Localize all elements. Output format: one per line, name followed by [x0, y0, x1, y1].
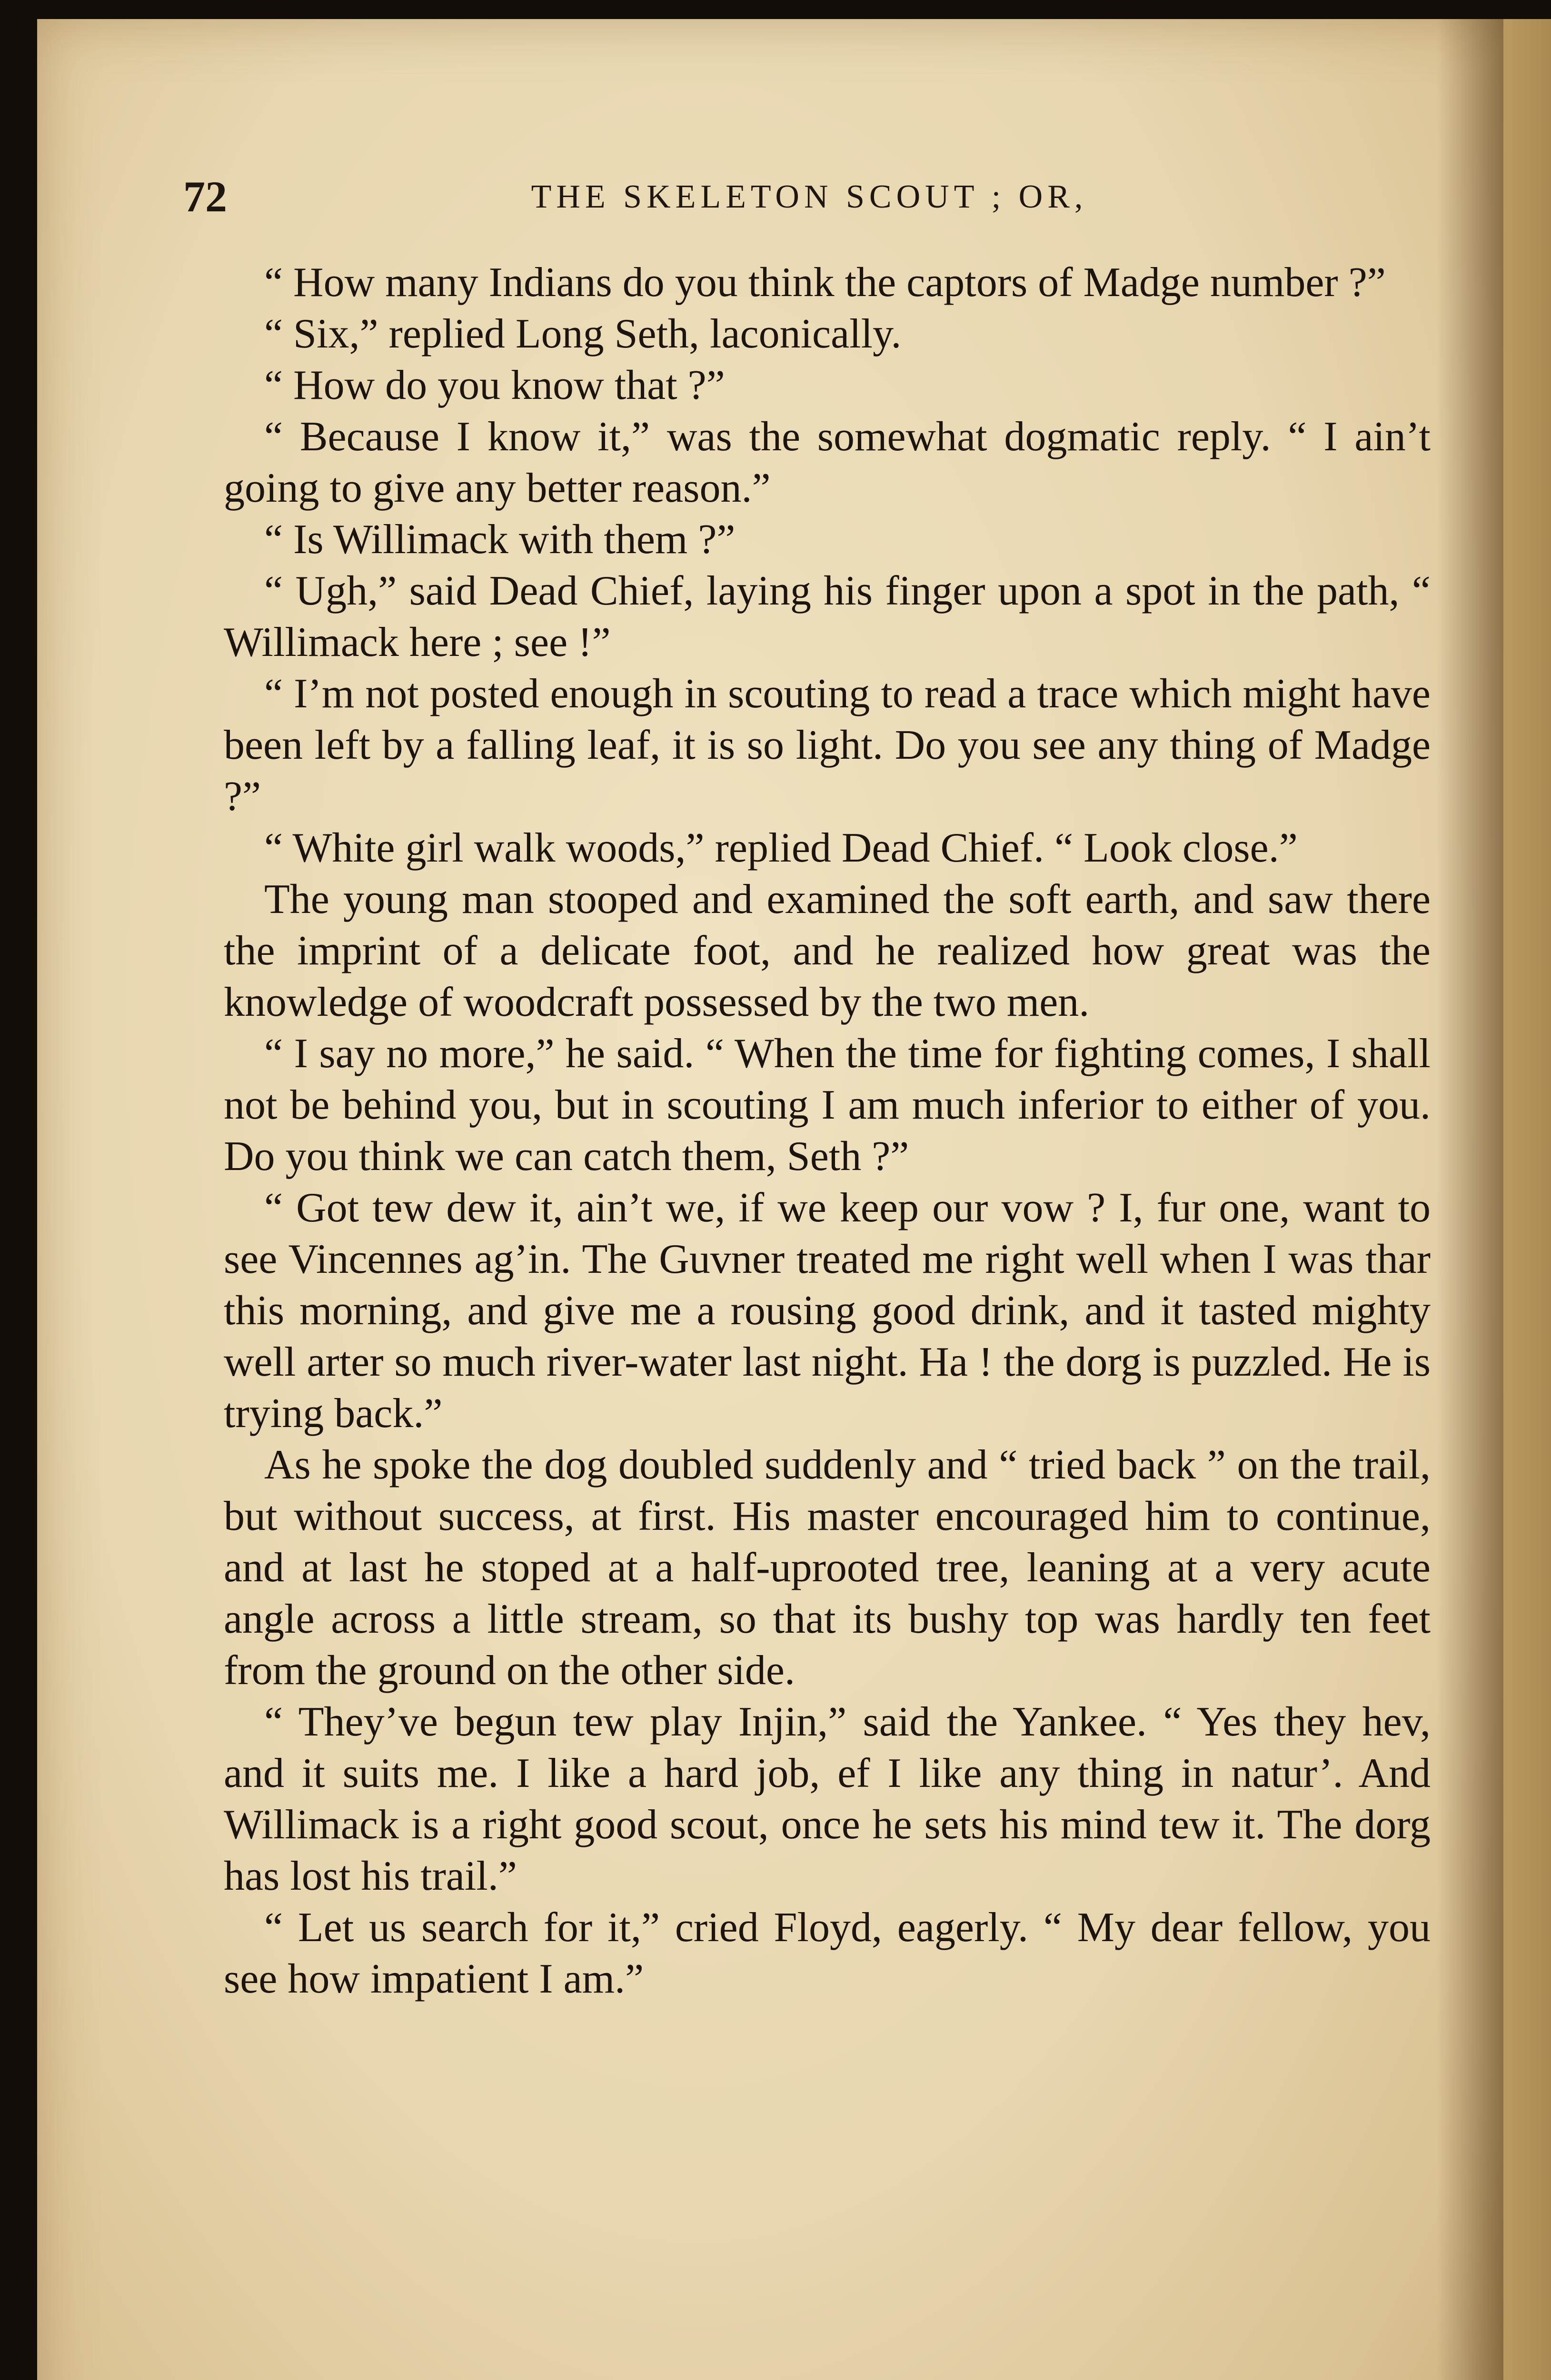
page-gutter-shadow — [1437, 19, 1503, 2380]
paragraph: The young man stooped and examined the soft earth, and saw there the imprint of a delicate foot, and he realized how great was the knowledge of woodcraft possessed by the two men. — [224, 876, 1431, 1025]
paragraph: “ I say no more,” he said. “ When the time for fighting comes, I shall not be behind you, but in scouting I am much inferior to either of you. Do you think we can catch them, Seth ?” — [224, 1031, 1431, 1180]
running-head: THE SKELETON SCOUT ; OR, — [531, 178, 1088, 215]
paragraph: “ Because I know it,” was the somewhat dogmatic reply. “ I ain’t going to give any better reason.” — [224, 414, 1431, 511]
page-number: 72 — [183, 172, 227, 221]
paragraph: “ Got tew dew it, ain’t we, if we keep our vow ? I, fur one, want to see Vincennes ag’in. The Guvner treated me right well when I was thar this morning, and give me a rousing good drink, and it tasted mighty well arter so much river-water last night. Ha ! the dorg is puzzled. He is trying back.” — [224, 1185, 1431, 1437]
paragraph: “ How many Indians do you think the captors of Madge number ?” — [264, 259, 1386, 306]
paragraph: As he spoke the dog doubled suddenly and “ tried back ” on the trail, but without success, at first. His master encouraged him to continue, and at last he stoped at a half-uprooted tree, leaning at a very acute angle across a little stream, so that its bushy top was hardly ten feet from the ground on the other side. — [224, 1442, 1431, 1694]
facing-page-edge — [1503, 19, 1551, 2380]
paragraph: “ They’ve begun tew play Injin,” said the Yankee. “ Yes they hev, and it suits me. I like a hard job, ef I like any thing in natur’. And Willimack is a right good scout, once he sets his mind tew it. The dorg has lost his trail.” — [224, 1699, 1431, 1899]
paragraph: “ Six,” replied Long Seth, laconically. — [264, 311, 902, 357]
paragraph: “ I’m not posted enough in scouting to read a trace which might have been left by a falling leaf, it is so light. Do you see any thing of Madge ?” — [224, 671, 1431, 820]
paragraph: “ White girl walk woods,” replied Dead Chief. “ Look close.” — [264, 825, 1298, 871]
page-header — [183, 162, 1435, 228]
paragraph: “ How do you know that ?” — [264, 362, 725, 408]
paragraph: “ Let us search for it,” cried Floyd, eagerly. “ My dear fellow, you see how impatient I am.” — [224, 1904, 1431, 2002]
paragraph: “ Ugh,” said Dead Chief, laying his finger upon a spot in the path, “ Willimack here ; see !” — [224, 568, 1431, 665]
body-text — [224, 257, 1431, 2005]
paragraph: “ Is Willimack with them ?” — [264, 516, 736, 563]
